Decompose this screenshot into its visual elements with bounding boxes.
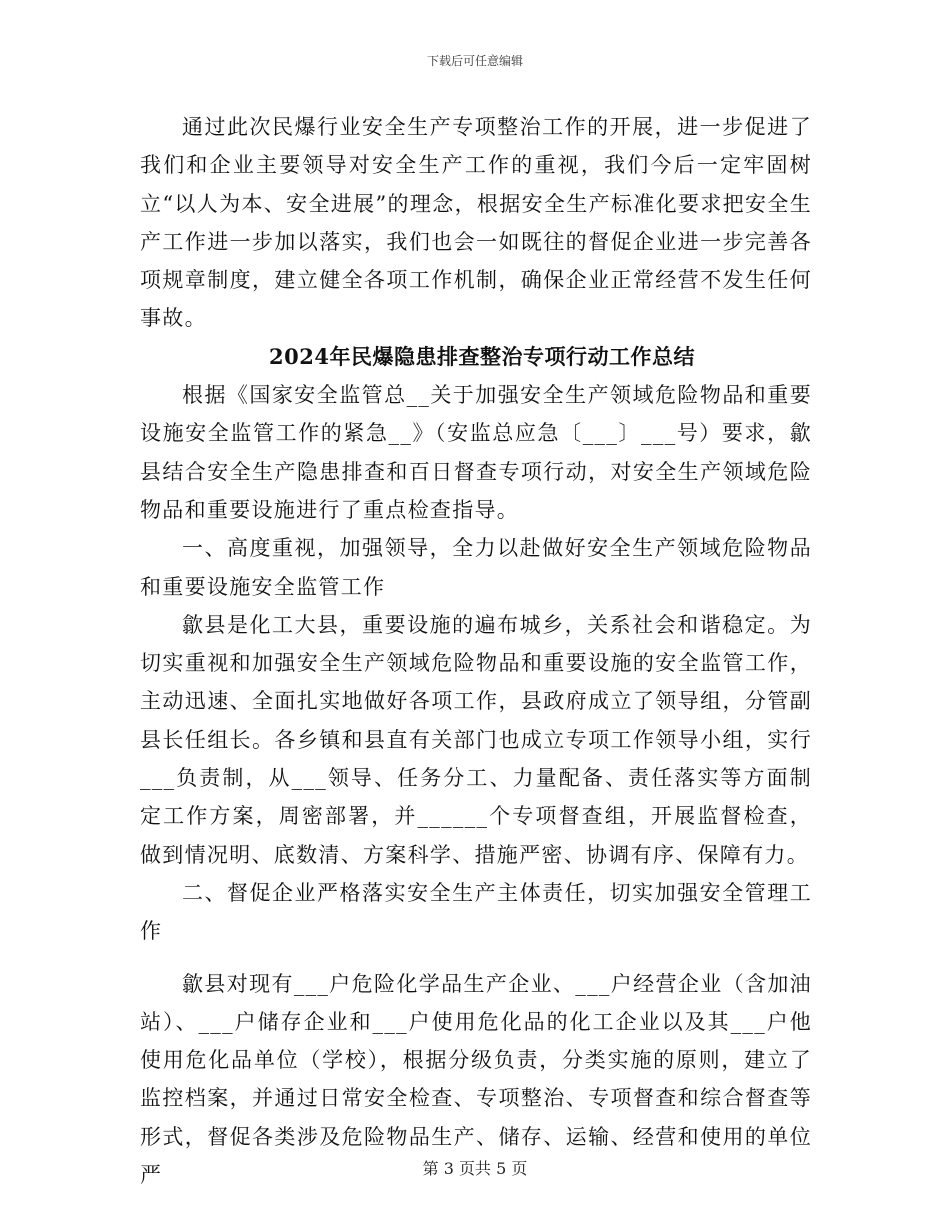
intro-paragraph: 通过此次民爆行业安全生产专项整治工作的开展，进一步促进了我们和企业主要领导对安全生产工作的重视，我们今后一定牢固树立“以人为本、安全进展”的理念，根据安全生产标准化要求把安全生产工作进一步加以落实，我们也会一如既往的督促企业进一步完善各项规章制度，建立健全各项工作机制，确保企业正常经营不发生任何事故。 (140, 115, 812, 331)
section-heading-2: 二、督促企业严格落实安全生产主体责任，切实加强安全管理工作 (140, 880, 812, 944)
paragraph-basis: 根据《国家安全监管总__关于加强安全生产领域危险物品和重要设施安全监管工作的紧急__》（安监总应急〔___〕___号）要求，歙县结合安全生产隐患排查和百日督查专项行动，对安全生产领域危险物品和重要设施进行了重点检查指导。 (140, 383, 812, 522)
paragraph-section-2: 歙县对现有___户危险化学品生产企业、___户经营企业（含加油站）、___户储存企业和___户使用危化品的化工企业以及其___户他使用危化品单位（学校），根据分级负责，分类实施的原则，建立了监控档案，并通过日常安全检查、专项整治、专项督查和综合督查等形式，督促各类涉及危险物品生产、储存、运输、经营和使用的单位严 (140, 971, 812, 1188)
section-heading-1: 一、高度重视，加强领导，全力以赴做好安全生产领域危险物品和重要设施安全监管工作 (140, 536, 812, 599)
page-header: 下载后可任意编辑 (426, 54, 523, 68)
paragraph-section-1: 歙县是化工大县，重要设施的遍布城乡，关系社会和谐稳定。为切实重视和加强安全生产领域危险物品和重要设施的安全监管工作，主动迅速、全面扎实地做好各项工作，县政府成立了领导组，分管副县长任组长。各乡镇和县直有关部门也成立专项工作领导小组，实行___负责制，从___领导、任务分工、力量配备、责任落实等方面制定工作方案，周密部署，并______个专项督查组，开展监督检查，做到情况明、底数清、方案科学、措施严密、协调有序、保障有力。 (140, 612, 812, 867)
document-body (140, 108, 812, 1194)
paragraph-gap (140, 951, 812, 965)
document-title: 2024年民爆隐患排查整治专项行动工作总结 (269, 343, 695, 369)
page-footer: 第 3 页共 5 页 (422, 1159, 528, 1178)
